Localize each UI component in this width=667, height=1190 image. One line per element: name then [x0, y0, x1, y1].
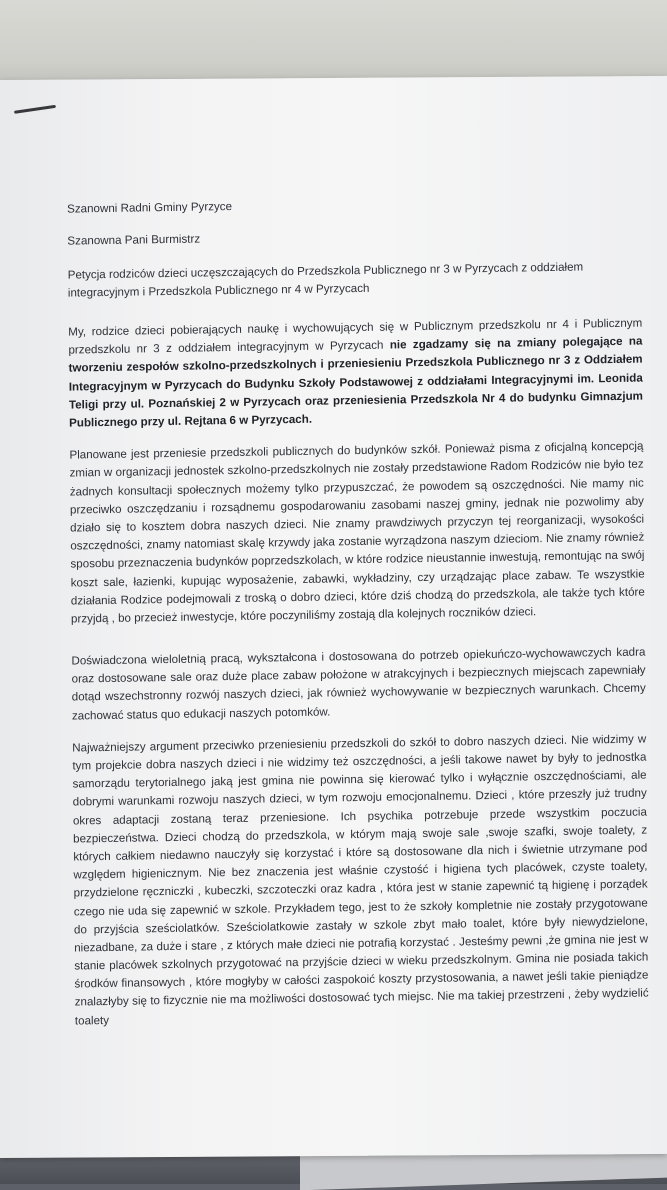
paragraph-intro-text: My, rodzice dzieci pobierających naukę i wychowujących się w Publicznym przedszkolu nr 4 i Publicznym przedszkolu nr 3 z oddziałem integracyjnym w Pyrzycach [68, 316, 643, 357]
paragraph-intro-bold: nie zgadzamy się na zmiany polegające na tworzeniu zespołów szkolno-przedszkolnych i przeniesieniu Przedszkola Publicznego nr 3 z Oddziałem Integracyjnym w Pyrzycach do Budynku Szkoły Podstawowej z oddziałami Integracyjnymi im. Leonida Teligi przy ul. Poznańskiej 2 w Pyrzycach oraz przeniesienia Przedszkola Nr 4 do budynku Gimnazjum Publicznego przy ul. Rejtana 6 w Pyrzycach. [68, 334, 643, 430]
salutation-council: Szanowni Radni Gminy Pyrzyce [67, 199, 233, 216]
paragraph-staff: Doświadczona wieloletnią pracą, wykształcona i dostosowana do potrzeb opiekuńczo-wychowawczych kadra oraz dostosowane sale oraz duże place zabaw położone w atrakcyjnych i bezpiecznych miejscach zapewniały dotąd wszechstronny rozwój naszych dzieci, jak również wychowywanie w bezpiecznych warunkach. Chcemy zachować status quo edukacji naszych potomków. [71, 645, 646, 723]
paragraph-intro [68, 315, 643, 433]
pen-mark [14, 105, 56, 114]
salutation-mayor: Szanowna Pani Burmistrz [67, 232, 201, 248]
paragraph-argument: Najważniejszy argument przeciwko przeniesieniu przedszkoli do szkół to dobro naszych dzieci. Nie widzimy w tym projekcie dobra naszych dzieci i nie widzimy też oszczędności, a jeśli takowe nawet by były to jednostka samorządu terytorialnego jaką jest gmina nie powinna się kierować tylko i wyłącznie oszczędnościami, ale dobrymi warunkami rozwoju naszych dzieci, w tym rozwoju emocjonalnemu. Dzieci , które przeszły już trudny okres adaptacji zostaną teraz przeniesione. Ich psychika potrzebuje przede wszystkim poczucia bezpieczeństwa. Dzieci chodzą do przedszkola, w którym mają swoje sale ,swoje szafki, swoje toalety, z których całkiem niedawno nauczyły się korzystać i które są dostosowane dla nich i świetnie utrzymane pod względem higienicznym. Nie bez znaczenia jest właśnie czystość i higiena tych placówek, czyste toalety, przydzielone ręczniczki , kubeczki, szczoteczki oraz kadra , która jest w stanie zapewnić tą higienę i porządek czego nie uda się zapewnić w szkole. Przykładem tego, jest to że szkoły kompletnie nie zostały przygotowane do przyjścia sześciolatków. Sześciolatkowie zastały w szkole zbyt mało toalet, które były niewydzielone, niezadbane, za duże i stare , z których małe dzieci nie potrafią korzystać . Jesteśmy pewni ,że gmina nie jest w stanie placówek szkolnych przygotować na przyjście dzieci w wieku przedszkolnym. Gmina nie posiada takich środków finansowych , które mogłyby w całości zaspokoić koszty przystosowania, a nawet jeśli takie pieniądze znalazłyby się to fizycznie nie ma możliwości dostosować tych miejsc. Nie ma takiej przestrzeni , żeby wydzielić toalety [72, 732, 649, 1028]
paragraph-reorganization: Planowane jest przeniesie przedszkoli publicznych do budynków szkół. Ponieważ pisma z oficjalną koncepcją zmian w organizacji jednostek szkolno-przedszkolnych nie zostały przedstawione Radom Rodziców nie było tez żadnych konsultacji społecznych możemy tylko przypuszczać, że powodem są oszczędności. Nie mamy nic przeciwko oszczędzaniu i rozsądnemu gospodarowaniu zasobami naszej gminy, jednak nie pozwolimy aby działo się to kosztem dobra naszych dzieci. Nie znamy prawdziwych przyczyn tej reorganizacji, wysokości oszczędności, znamy natomiast skalę krzywdy jaka zostanie wyrządzona naszym dzieciom. Nie znamy również sposobu przeznaczenia budynków poprzedszkolach, w które rodzice nieustannie inwestują, remontując na swój koszt sale, łazienki, kupując wyposażenie, zabawki, wykładziny, czy urządzając place zabaw. Te wszystkie działania Rodzice podejmowali z troską o dobro dzieci, które dziś chodzą do przedszkola, ale także tych które przyjdą , bo przecież inwestycje, które poczyniliśmy zostają dla kolejnych roczników dzieci. [69, 439, 645, 626]
petition-page [0, 76, 667, 1158]
letter-content [67, 193, 649, 1045]
petition-title: Petycja rodziców dzieci uczęszczających do Przedszkola Publicznego nr 3 w Pyrzycach z oddziałem integracyjnym i Przedszkola Publicznego nr 4 w Pyrzycach [67, 260, 584, 300]
